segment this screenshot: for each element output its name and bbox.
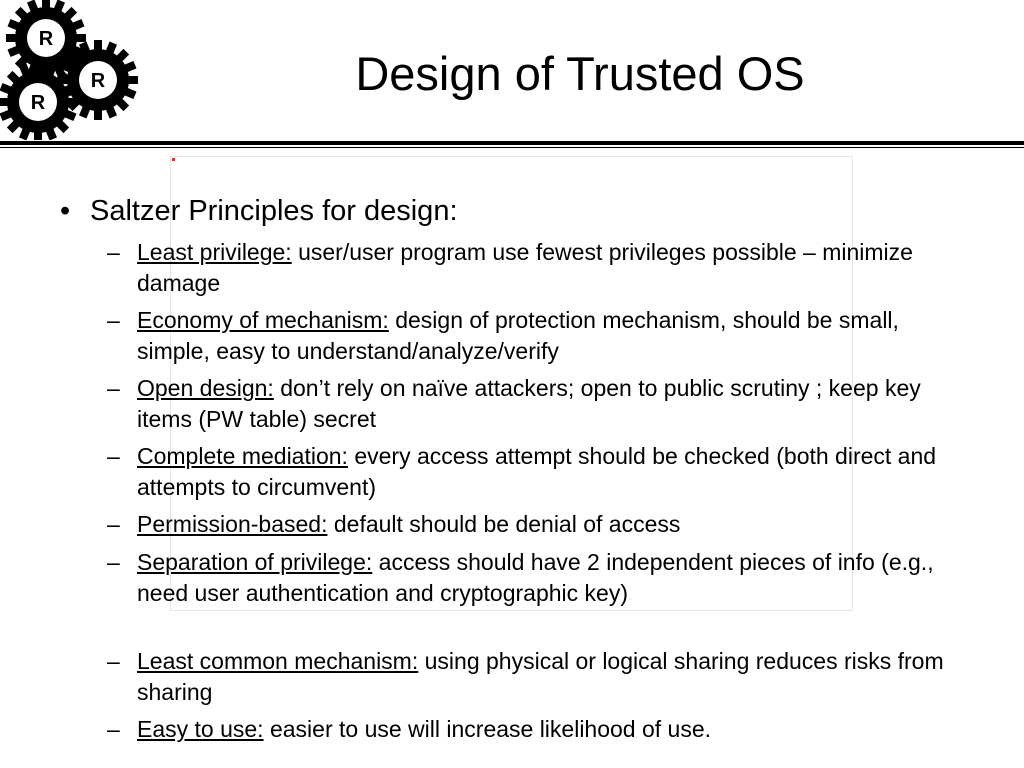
principle-desc: design of protection mechanism, should be small, simple, easy to understand/analyze/verify xyxy=(137,307,899,364)
dash-marker: – xyxy=(107,716,120,742)
principle-desc: default should be denial of access xyxy=(333,511,681,537)
dash-marker: – xyxy=(107,549,120,575)
principle-term: Least common mechanism: xyxy=(137,648,419,674)
dash-marker: – xyxy=(107,375,120,401)
principle-desc: every access attempt should be checked (both direct and attempts to circumvent) xyxy=(137,443,937,500)
gear-badge: R xyxy=(30,92,46,114)
principle-term: Easy to use: xyxy=(137,716,264,742)
dash-marker: – xyxy=(107,307,120,333)
gear-badge: R xyxy=(90,70,106,92)
gear-badge: R xyxy=(38,28,54,50)
dash-marker: – xyxy=(107,239,120,265)
principle-term: Separation of privilege: xyxy=(137,549,373,575)
dash-marker: – xyxy=(107,648,120,674)
principle-term: Open design: xyxy=(137,375,274,401)
principle-desc: don’t rely on naïve attackers; open to public scrutiny ; keep key items (PW table) secret xyxy=(137,375,921,432)
principle-desc: user/user program use fewest privileges possible – minimize damage xyxy=(137,239,913,296)
principle-desc: easier to use will increase likelihood of use. xyxy=(269,716,712,742)
principle-term: Economy of mechanism: xyxy=(137,307,389,333)
dash-marker: – xyxy=(107,511,120,537)
principle-term: Complete mediation: xyxy=(137,443,348,469)
principle-desc: using physical or logical sharing reduces risks from sharing xyxy=(137,648,944,705)
principle-term: Permission-based: xyxy=(137,511,328,537)
principle-desc: access should have 2 independent pieces of info (e.g., need user authentication and cryptographic key) xyxy=(137,549,934,606)
slide-title: Design of Trusted OS xyxy=(355,47,805,100)
main-bullet xyxy=(60,193,458,229)
main-bullet-text: Saltzer Principles for design: xyxy=(90,195,458,227)
bullet-dot: • xyxy=(60,195,71,227)
principle-term: Least privilege: xyxy=(137,239,292,265)
dash-marker: – xyxy=(107,443,120,469)
